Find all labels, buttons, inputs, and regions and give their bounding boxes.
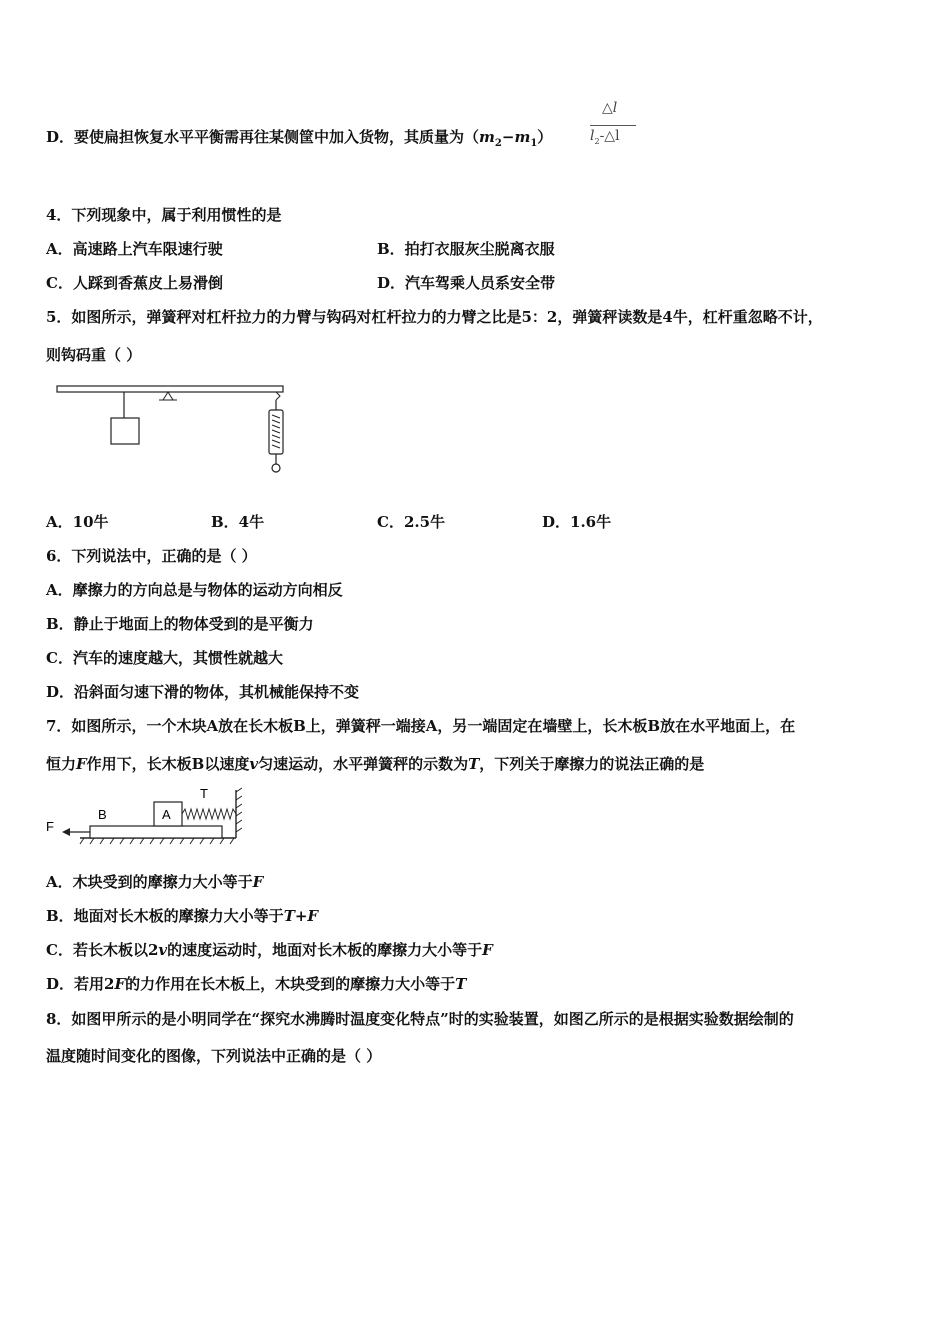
q6-option-b: B．静止于地面上的物体受到的是平衡力 xyxy=(46,615,314,633)
denominator-l: l xyxy=(590,128,595,144)
q5-option-b: B．4牛 xyxy=(211,513,265,531)
mass-m2: m xyxy=(479,128,495,146)
q8-stem-line1: 8．如图甲所示的是小明同学在“探究水沸腾时温度变化特点”时的实验装置，如图乙所示的是根据实验数据绘制的 xyxy=(46,1010,794,1028)
q4-option-d: D．汽车驾乘人员系安全带 xyxy=(377,274,556,292)
mass-m2-subscript: 2 xyxy=(494,138,502,149)
close-paren: ） xyxy=(537,128,553,146)
q4-option-c: C．人踩到香蕉皮上易滑倒 xyxy=(46,274,223,292)
q5-option-c: C．2.5牛 xyxy=(377,513,446,531)
var-v: v xyxy=(249,755,259,773)
force-arrowhead xyxy=(62,828,70,836)
q7-option-c: C．若长木板以2v的速度运动时，地面对长木板的摩擦力大小等于F xyxy=(46,941,493,959)
q3-option-d-text: D．要使扁担恢复水平平衡需再往某侧筐中加入货物，其质量为（ xyxy=(46,128,480,146)
q7-option-d: D．若用2F的力作用在长木板上，木块受到的摩擦力大小等于T xyxy=(46,975,467,993)
q7-option-a: A．木块受到的摩擦力大小等于F xyxy=(46,873,264,891)
var-F: F xyxy=(76,755,87,773)
fraction-bar xyxy=(590,125,636,126)
wall-hatch xyxy=(236,788,242,832)
ground-hatch xyxy=(80,838,234,844)
label-T: T xyxy=(200,786,208,801)
q6-stem: 6．下列说法中，正确的是（ ） xyxy=(46,547,257,565)
q6-option-c: C．汽车的速度越大，其惯性就越大 xyxy=(46,649,283,667)
q5-stem-line2: 则钩码重（ ） xyxy=(46,346,142,364)
q7-stem-line1: 7．如图所示，一个木块A放在长木板B上，弹簧秤一端接A，另一端固定在墙壁上，长木板B放在水平地面上，在 xyxy=(46,717,796,735)
q6-option-a: A．摩擦力的方向总是与物体的运动方向相反 xyxy=(46,581,343,599)
label-A: A xyxy=(162,807,171,822)
q5-stem-line1: 5．如图所示，弹簧秤对杠杆拉力的力臂与钩码对杠杆拉力的力臂之比是5：2，弹簧秤读数是4牛，杠杆重忽略不计， xyxy=(46,308,823,326)
q7-option-b: B．地面对长木板的摩擦力大小等于T+F xyxy=(46,907,319,925)
q6-option-d: D．沿斜面匀速下滑的物体，其机械能保持不变 xyxy=(46,683,360,701)
q4-option-b: B．拍打衣服灰尘脱离衣服 xyxy=(377,240,555,258)
q5-option-d: D．1.6牛 xyxy=(542,513,612,531)
label-F: F xyxy=(46,819,54,834)
q4-stem: 4．下列现象中，属于利用惯性的是 xyxy=(46,206,282,224)
spring xyxy=(182,809,236,819)
q3-option-d xyxy=(46,127,552,154)
q7-stem-line2: 恒力F作用下，长木板B以速度v匀速运动，水平弹簧秤的示数为T，下列关于摩擦力的说法正确的是 xyxy=(46,755,705,773)
minus-sign: − xyxy=(501,128,515,146)
q8-stem-line2: 温度随时间变化的图像，下列说法中正确的是（ ） xyxy=(46,1047,382,1065)
fraction-numerator: △l xyxy=(602,100,618,116)
spring-scale xyxy=(269,392,283,472)
q4-option-a: A．高速路上汽车限速行驶 xyxy=(46,240,223,258)
var-T: T xyxy=(468,755,480,773)
label-B: B xyxy=(98,807,107,822)
fraction xyxy=(588,100,640,156)
mass-m1-subscript: 1 xyxy=(530,138,538,149)
denominator-rest: -△l xyxy=(599,128,620,144)
board-b xyxy=(90,826,222,838)
q5-option-a: A．10牛 xyxy=(46,513,109,531)
friction-figure xyxy=(44,786,248,846)
mass-m1: m xyxy=(514,128,531,146)
lever-figure xyxy=(54,382,290,482)
lever-bar xyxy=(57,386,283,392)
fulcrum xyxy=(163,392,173,400)
fraction-denominator xyxy=(590,128,620,146)
hook-weight xyxy=(111,418,139,444)
denominator-subscript: 2 xyxy=(594,136,600,146)
